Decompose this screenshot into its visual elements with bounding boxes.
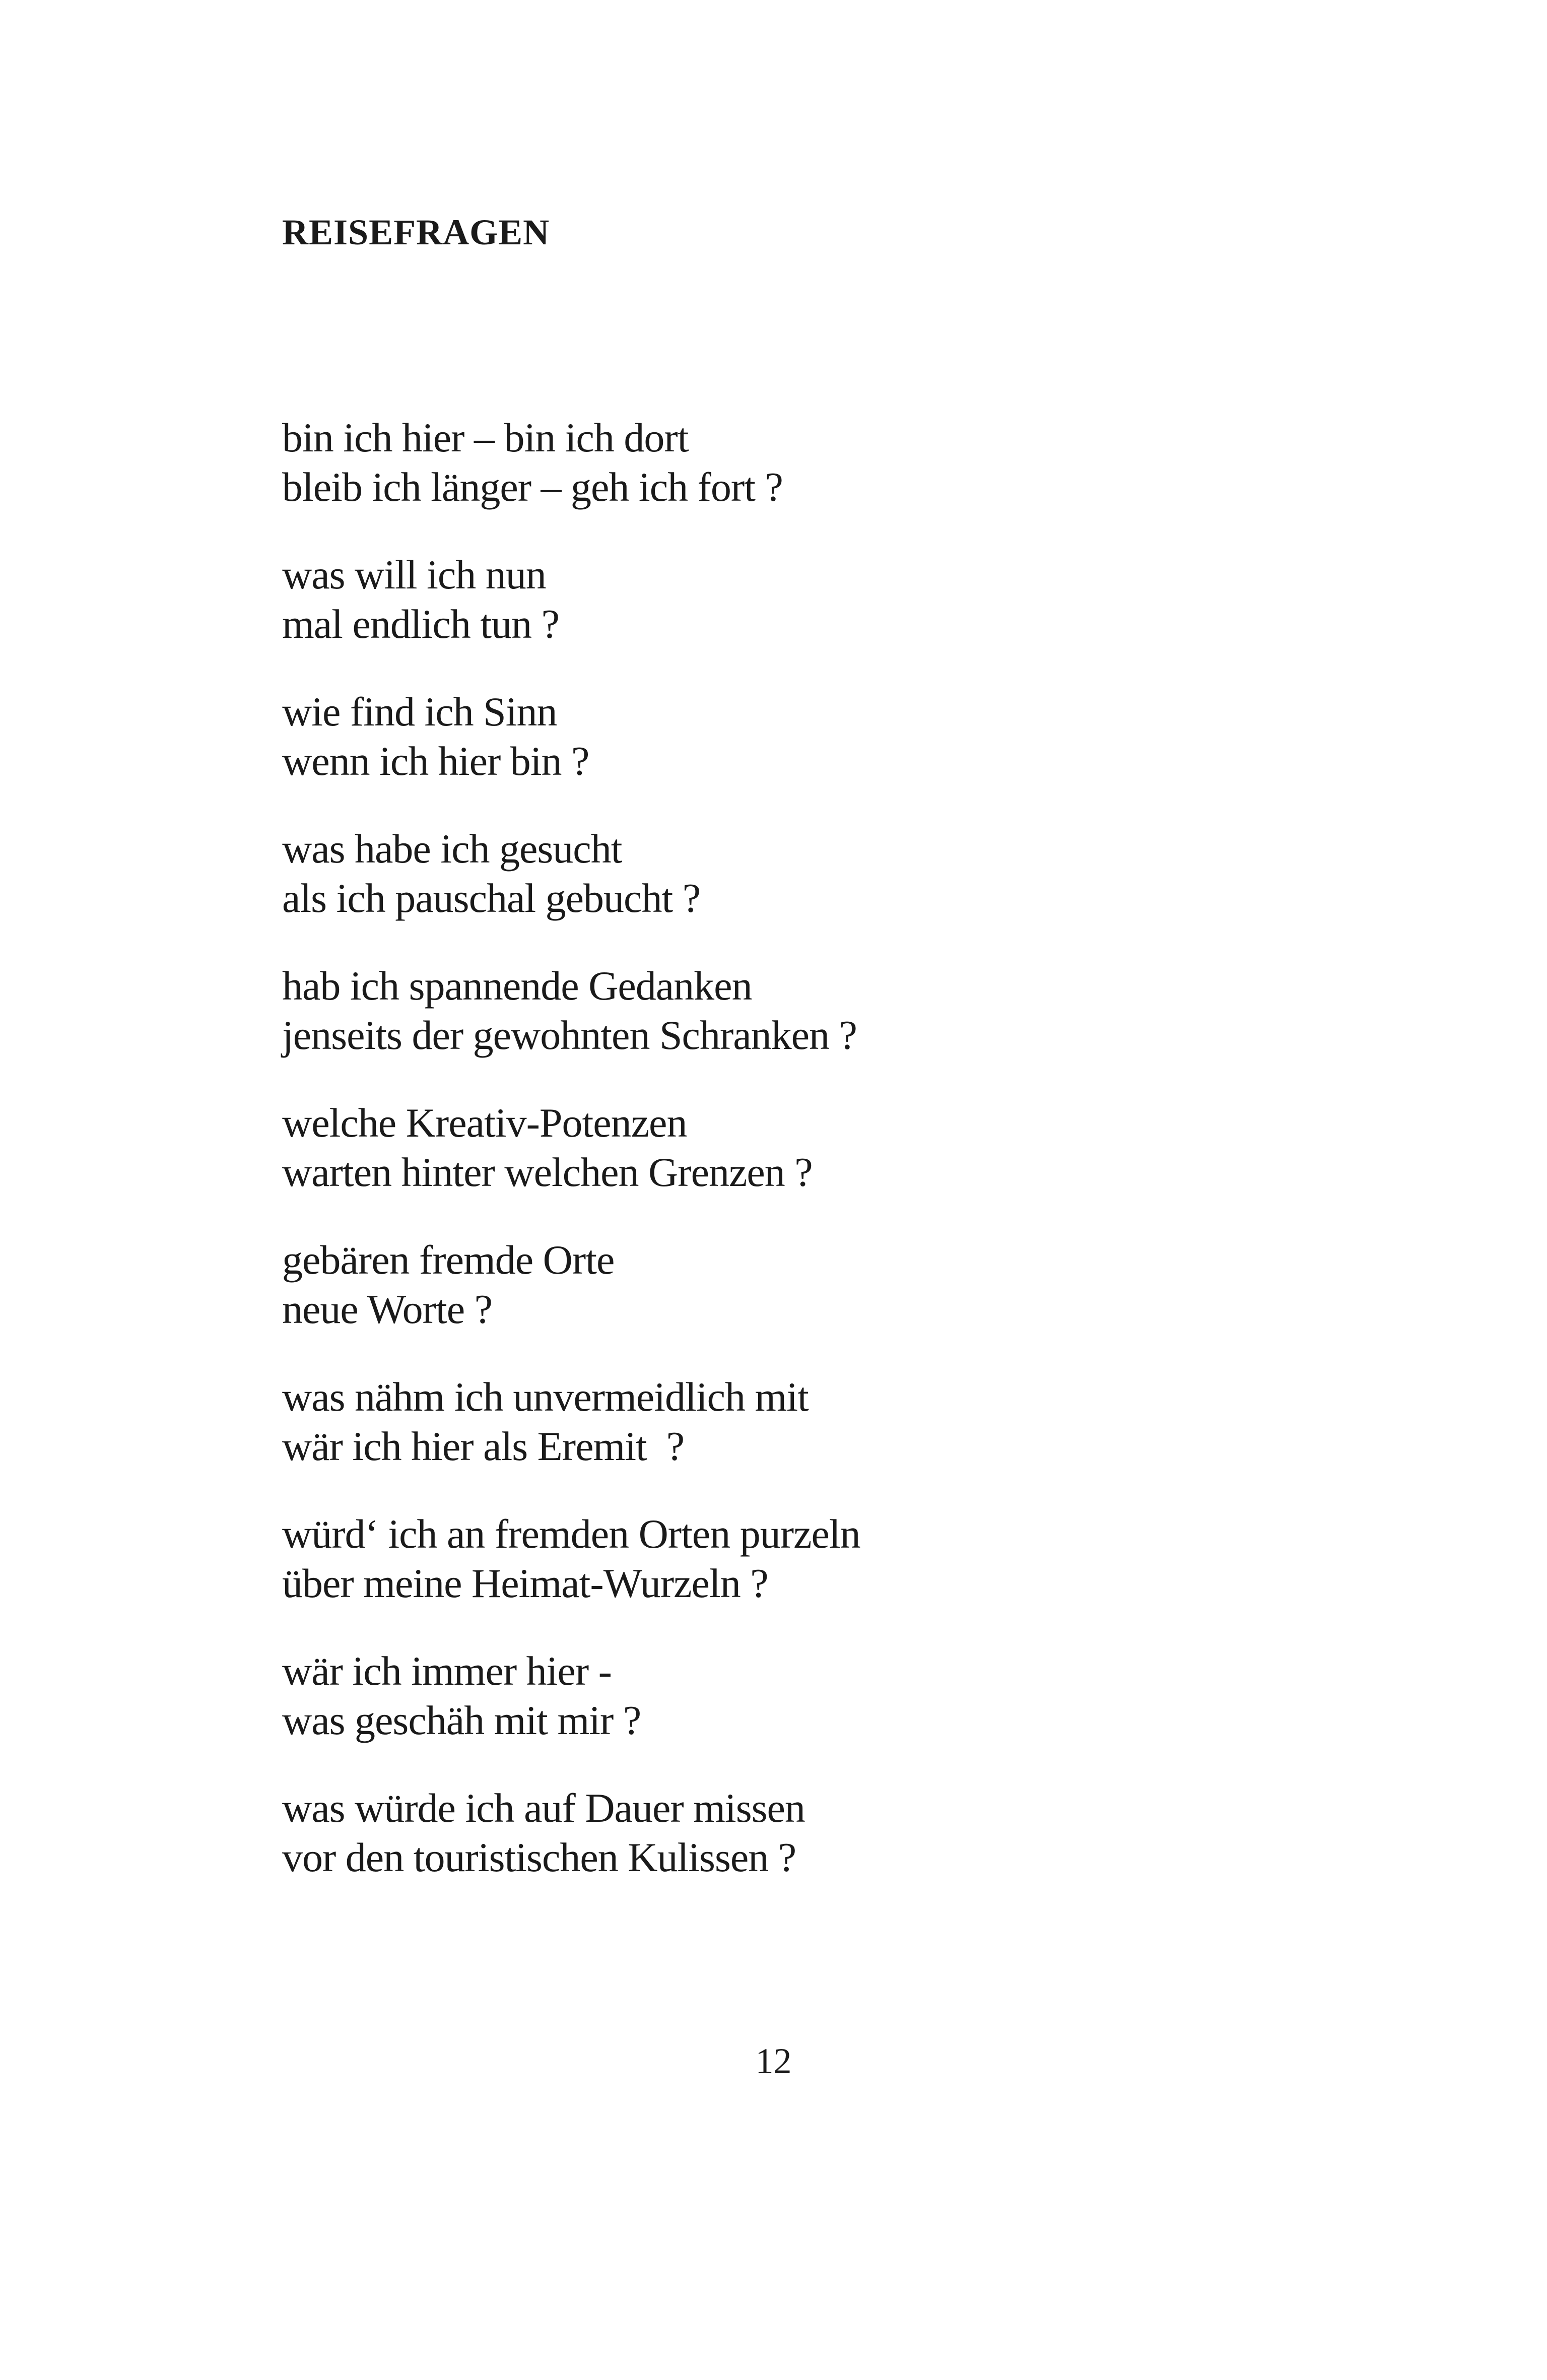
stanza [282, 550, 1390, 649]
poem-line: mal endlich tun ? [282, 601, 559, 647]
poem-line: wie find ich Sinn [282, 689, 557, 735]
poem-line: bin ich hier – bin ich dort [282, 415, 689, 460]
poem-line: welche Kreativ-Potenzen [282, 1100, 687, 1146]
poem-line: neue Worte ? [282, 1286, 493, 1332]
poem-line: als ich pauschal gebucht ? [282, 875, 701, 921]
poem-title: REISEFRAGEN [282, 212, 550, 252]
poem-line: hab ich spannende Gedanken [282, 963, 752, 1009]
poem-line: warten hinter welchen Grenzen ? [282, 1149, 813, 1195]
poem-line: wenn ich hier bin ? [282, 738, 589, 784]
poem-line: bleib ich länger – geh ich fort ? [282, 464, 783, 510]
poem-line: was habe ich gesucht [282, 826, 622, 872]
poem-line: was geschäh mit mir ? [282, 1697, 641, 1743]
stanza [282, 824, 1390, 923]
poem-line: vor den touristischen Kulissen ? [282, 1834, 796, 1880]
stanza [282, 1646, 1390, 1745]
poem-line: gebären fremde Orte [282, 1237, 615, 1283]
page-number: 12 [755, 2041, 792, 2081]
poem-line: wär ich hier als Eremit ? [282, 1423, 685, 1469]
stanza [282, 961, 1390, 1060]
stanza [282, 1235, 1390, 1334]
poem-line: würd‘ ich an fremden Orten purzeln [282, 1511, 860, 1557]
stanza [282, 1783, 1390, 1882]
stanza [282, 413, 1390, 512]
stanza [282, 1509, 1390, 1608]
poem-line: was will ich nun [282, 552, 546, 598]
stanza [282, 687, 1390, 786]
stanza [282, 1372, 1390, 1471]
poem-line: über meine Heimat-Wurzeln ? [282, 1560, 768, 1606]
poem-line: wär ich immer hier - [282, 1648, 612, 1694]
poem-line: was nähm ich unvermeidlich mit [282, 1374, 809, 1420]
poem-line: jenseits der gewohnten Schranken ? [282, 1012, 857, 1058]
stanza [282, 1098, 1390, 1197]
poem-line: was würde ich auf Dauer missen [282, 1785, 805, 1831]
poem-body [282, 413, 1390, 1921]
